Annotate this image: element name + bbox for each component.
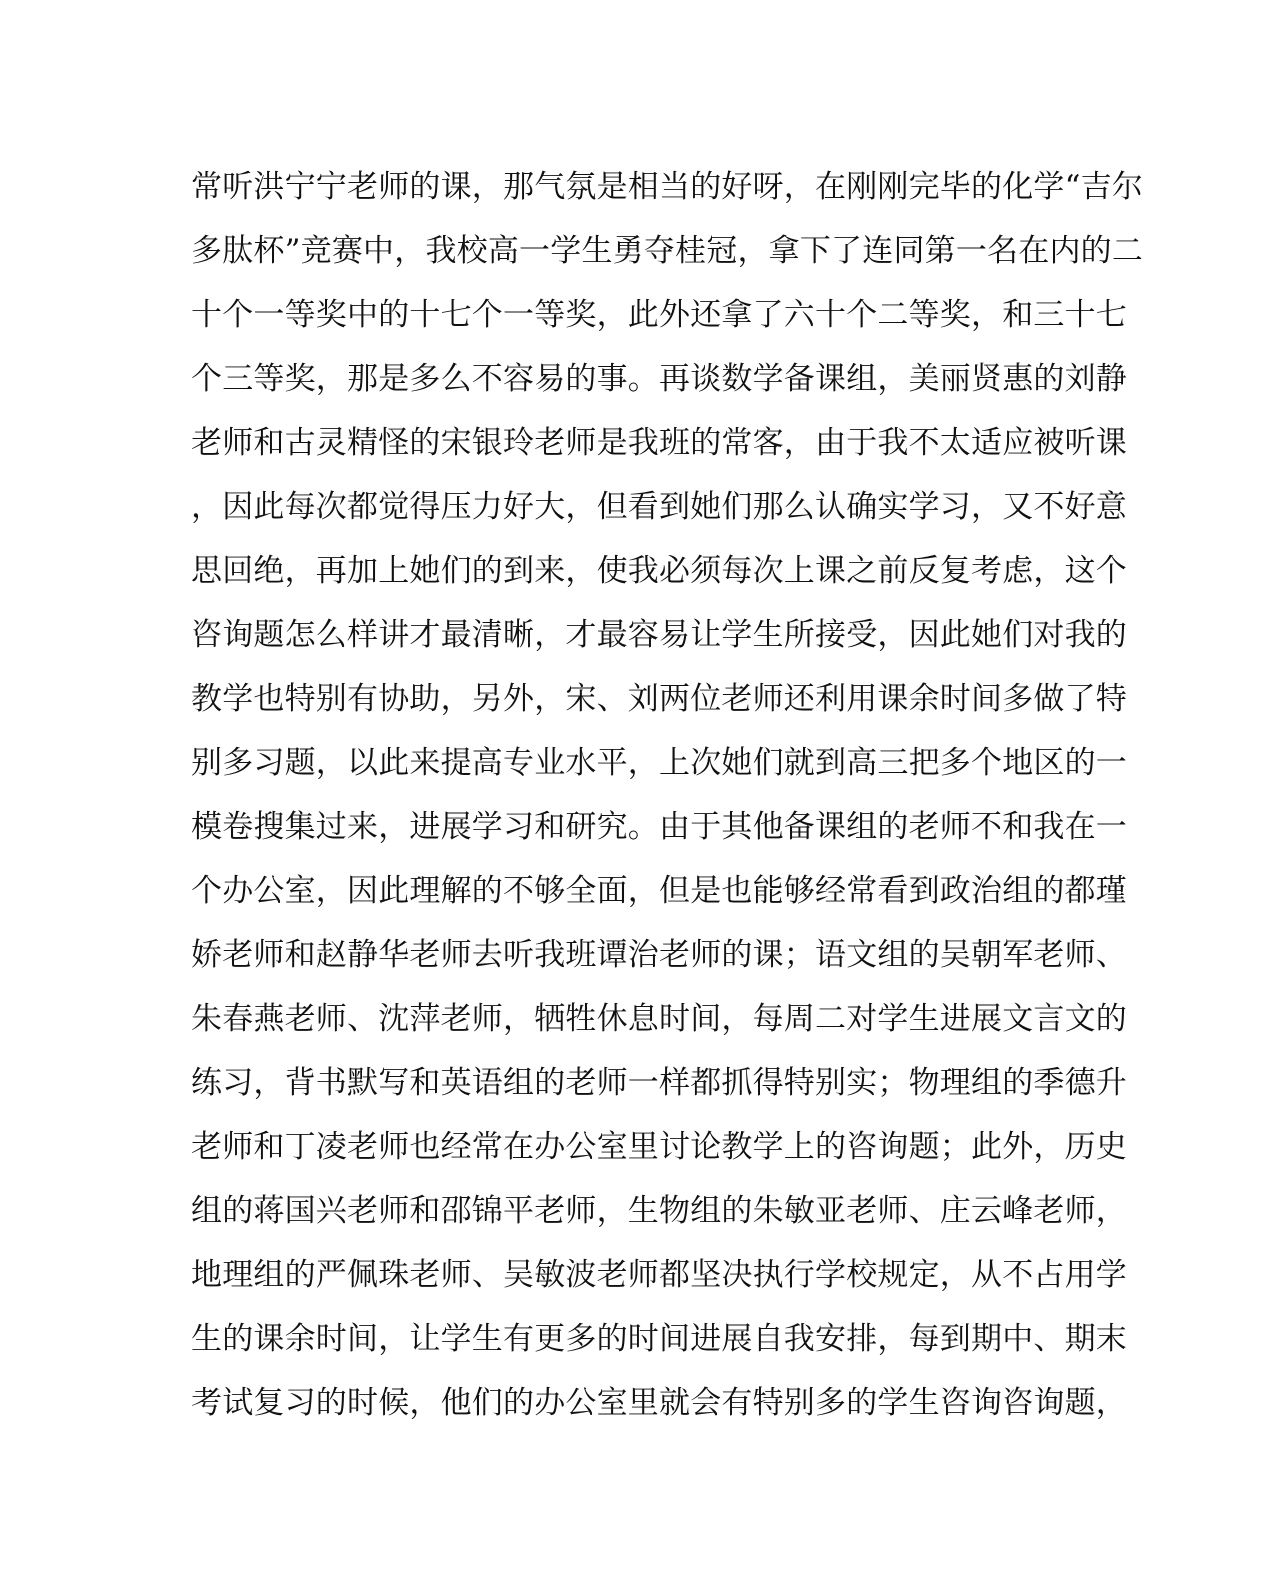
text-line: 常听洪宁宁老师的课，那气氛是相当的好呀，在刚刚完毕的化学“吉尔 (191, 169, 1144, 205)
text-line: ，因此每次都觉得压力好大，但看到她们那么认确实学习，又不好意 (191, 489, 1127, 525)
text-line: 咨询题怎么样讲才最清晰，才最容易让学生所接受，因此她们对我的 (191, 617, 1127, 653)
text-line: 老师和古灵精怪的宋银玲老师是我班的常客，由于我不太适应被听课 (191, 425, 1127, 461)
text-line: 组的蒋国兴老师和邵锦平老师，生物组的朱敏亚老师、庄云峰老师， (191, 1193, 1127, 1229)
text-line: 别多习题，以此来提高专业水平，上次她们就到高三把多个地区的一 (191, 745, 1127, 781)
text-line: 老师和丁凌老师也经常在办公室里讨论教学上的咨询题；此外，历史 (191, 1129, 1127, 1165)
text-line: 模卷搜集过来，进展学习和研究。由于其他备课组的老师不和我在一 (191, 809, 1127, 845)
text-line: 娇老师和赵静华老师去听我班谭治老师的课；语文组的吴朝军老师、 (191, 937, 1127, 973)
text-line: 地理组的严佩珠老师、吴敏波老师都坚决执行学校规定，从不占用学 (191, 1257, 1127, 1293)
text-line: 十个一等奖中的十七个一等奖，此外还拿了六十个二等奖，和三十七 (191, 297, 1127, 333)
text-line: 思回绝，再加上她们的到来，使我必须每次上课之前反复考虑，这个 (191, 553, 1127, 589)
text-line: 练习，背书默写和英语组的老师一样都抓得特别实；物理组的季德升 (191, 1065, 1127, 1101)
text-line: 考试复习的时候，他们的办公室里就会有特别多的学生咨询咨询题， (191, 1385, 1127, 1421)
text-line: 个办公室，因此理解的不够全面，但是也能够经常看到政治组的都瑾 (191, 873, 1127, 909)
text-line: 生的课余时间，让学生有更多的时间进展自我安排，每到期中、期末 (191, 1321, 1127, 1357)
text-line: 多肽杯”竞赛中，我校高一学生勇夺桂冠，拿下了连同第一名在内的二 (191, 233, 1144, 269)
text-line: 朱春燕老师、沈萍老师，牺牲休息时间，每周二对学生进展文言文的 (191, 1001, 1127, 1037)
text-line: 教学也特别有协助，另外，宋、刘两位老师还利用课余时间多做了特 (191, 681, 1127, 717)
text-line: 个三等奖，那是多么不容易的事。再谈数学备课组，美丽贤惠的刘静 (191, 361, 1127, 397)
body-text (191, 155, 1144, 1435)
